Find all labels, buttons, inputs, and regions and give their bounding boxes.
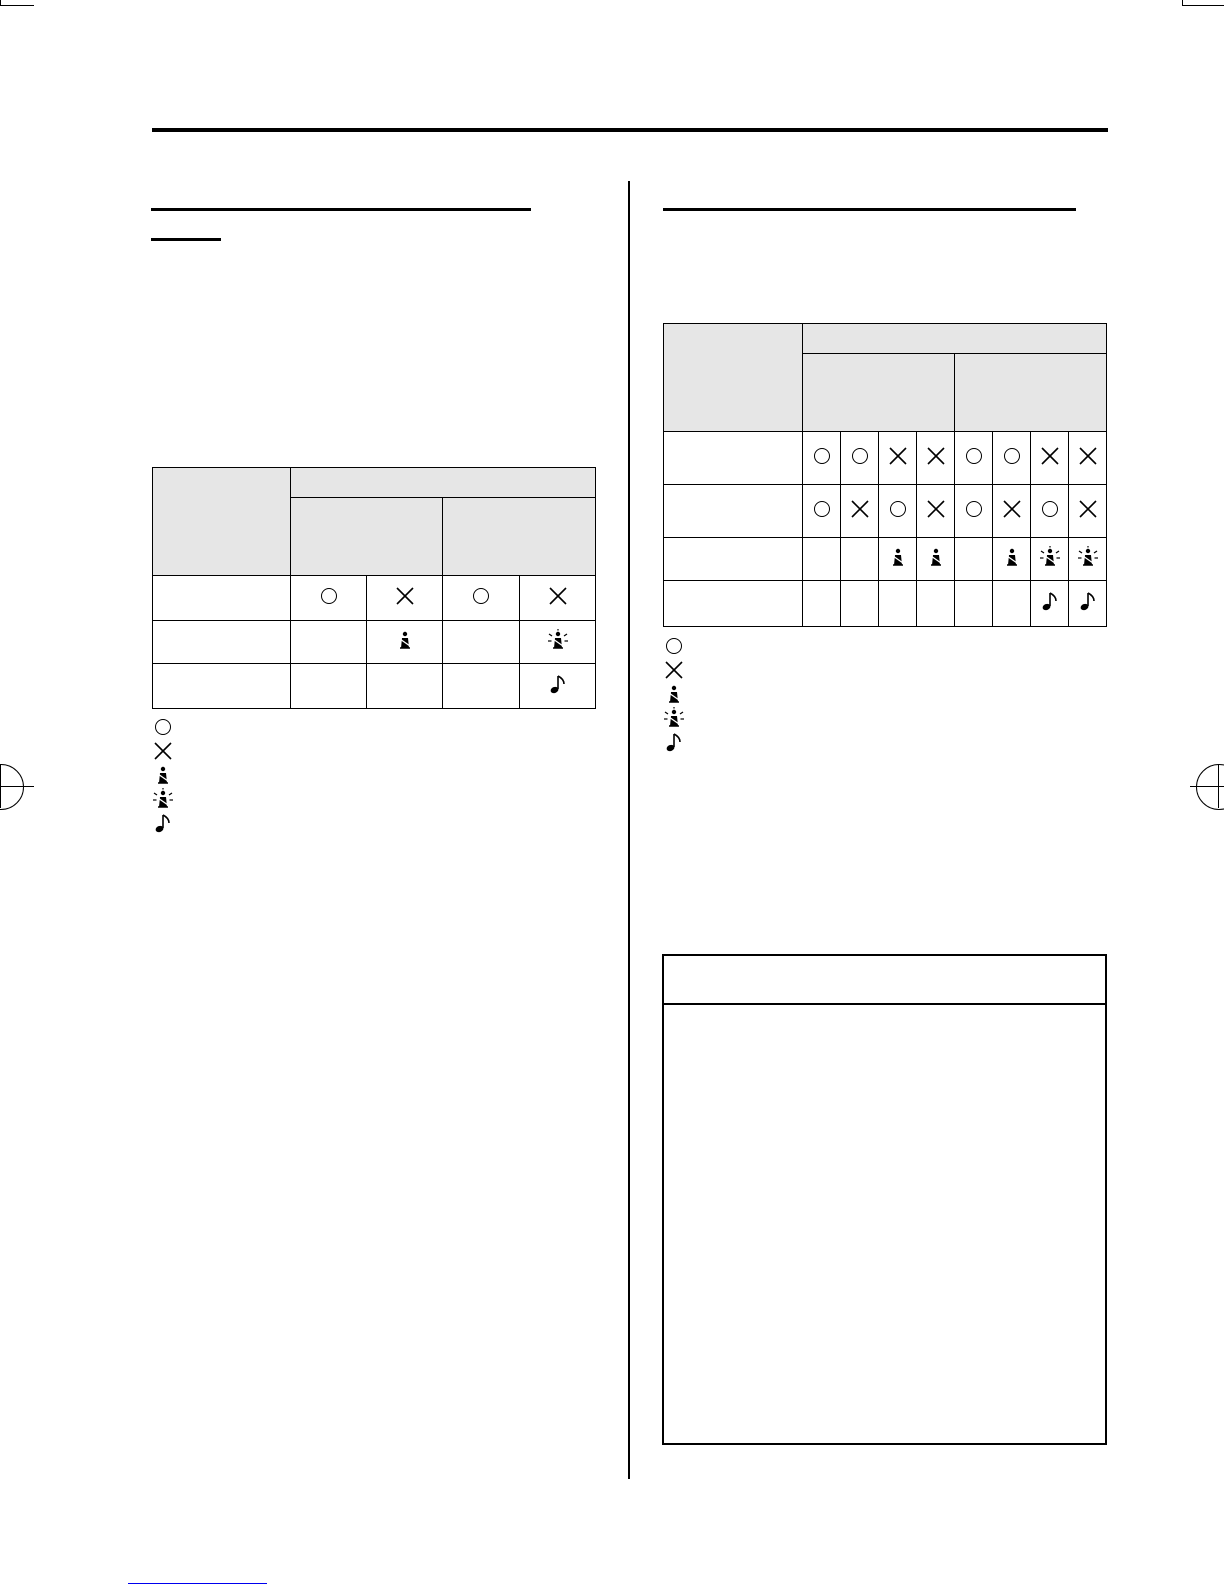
seatbelt-flash-icon: [547, 629, 569, 651]
circle-icon: [814, 501, 830, 517]
table-row: [153, 621, 596, 664]
legend-item: [152, 764, 174, 786]
table-cell: [955, 538, 993, 581]
circle-icon: [1004, 448, 1020, 464]
table-row: [153, 576, 596, 621]
header-rule: [152, 128, 1108, 132]
table-cell: [917, 485, 955, 538]
legend-item: [663, 635, 685, 657]
circle-icon: [966, 448, 982, 464]
seatbelt-flash-icon: [1077, 546, 1099, 568]
row-label-cell: [664, 432, 803, 485]
table-cell: [879, 538, 917, 581]
circle-icon: [852, 448, 868, 464]
circle-icon: [814, 448, 830, 464]
seatbelt-icon: [925, 546, 947, 568]
seatbelt-icon: [152, 764, 174, 786]
table-cell: [841, 485, 879, 538]
table-subgroup-header: [443, 498, 596, 576]
left-heading-underline: [151, 238, 221, 241]
table-cell: [955, 432, 993, 485]
table-cell: [1031, 538, 1069, 581]
crop-mark: [0, 5, 34, 6]
right-heading-rule: [663, 208, 1076, 211]
table-cell: [1069, 538, 1107, 581]
crop-mark: [1218, 764, 1219, 808]
column-divider: [628, 181, 630, 1479]
table-cell: [291, 664, 367, 709]
table-cell: [803, 581, 841, 627]
table-cell: [367, 621, 443, 664]
table-cell: [841, 538, 879, 581]
row-label-cell: [153, 664, 291, 709]
table-subgroup-header: [955, 354, 1107, 432]
table-cell: [1031, 432, 1069, 485]
cross-icon: [1077, 445, 1099, 467]
table-cell: [879, 581, 917, 627]
table-cell: [955, 485, 993, 538]
table-cell: [443, 664, 520, 709]
circle-icon: [321, 588, 337, 604]
table-cell: [291, 621, 367, 664]
legend-item: [663, 659, 685, 681]
table-cell: [520, 576, 596, 621]
table-group-header: [803, 324, 1107, 354]
table-row: [664, 432, 1107, 485]
registration-mark: [0, 764, 24, 810]
row-label-cell: [153, 576, 291, 621]
table-subgroup-header: [803, 354, 955, 432]
table-cell: [1069, 485, 1107, 538]
legend-item: [152, 716, 174, 738]
table-cell: [993, 432, 1031, 485]
table-cell: [291, 576, 367, 621]
legend-item: [152, 812, 174, 834]
seatbelt-icon: [394, 629, 416, 651]
seatbelt-flash-icon: [663, 707, 685, 729]
table-cell: [993, 485, 1031, 538]
left-legend: [152, 716, 182, 836]
table-cell: [367, 664, 443, 709]
right-status-table: [663, 323, 1107, 627]
cross-icon: [849, 498, 871, 520]
table-group-header: [291, 468, 596, 498]
table-cell: [1031, 581, 1069, 627]
row-label-cell: [664, 538, 803, 581]
circle-icon: [155, 719, 171, 735]
table-cell: [917, 538, 955, 581]
table-cell: [993, 538, 1031, 581]
cross-icon: [663, 659, 685, 681]
circle-icon: [890, 501, 906, 517]
table-row: [664, 538, 1107, 581]
cross-icon: [152, 740, 174, 762]
cross-icon: [394, 585, 416, 607]
caution-box-header: [664, 956, 1105, 1005]
cross-icon: [1001, 498, 1023, 520]
table-corner-cell: [153, 468, 291, 576]
row-label-cell: [153, 621, 291, 664]
caution-box: [662, 954, 1107, 1445]
note-icon: [1039, 590, 1061, 612]
note-icon: [1077, 590, 1099, 612]
seatbelt-icon: [663, 683, 685, 705]
legend-item: [663, 707, 685, 729]
table-cell: [841, 581, 879, 627]
registration-mark: [1196, 764, 1224, 810]
table-cell: [803, 432, 841, 485]
cross-icon: [1039, 445, 1061, 467]
seatbelt-icon: [1001, 546, 1023, 568]
legend-item: [152, 740, 174, 762]
legend-item: [663, 731, 685, 753]
table-cell: [443, 621, 520, 664]
table-cell: [803, 538, 841, 581]
table-cell: [443, 576, 520, 621]
table-cell: [1031, 485, 1069, 538]
seatbelt-icon: [887, 546, 909, 568]
table-cell: [917, 581, 955, 627]
table-row: [664, 581, 1107, 627]
circle-icon: [1042, 501, 1058, 517]
table-cell: [993, 581, 1031, 627]
crop-mark: [1182, 0, 1183, 6]
crop-mark: [1183, 5, 1224, 6]
table-corner-cell: [664, 324, 803, 432]
table-cell: [917, 432, 955, 485]
note-icon: [547, 673, 569, 695]
circle-icon: [666, 638, 682, 654]
seatbelt-flash-icon: [1039, 546, 1061, 568]
cross-icon: [887, 445, 909, 467]
circle-icon: [966, 501, 982, 517]
cross-icon: [1077, 498, 1099, 520]
table-cell: [803, 485, 841, 538]
table-cell: [1069, 432, 1107, 485]
table-cell: [520, 621, 596, 664]
legend-item: [663, 683, 685, 705]
table-cell: [955, 581, 993, 627]
legend-item: [152, 788, 174, 810]
cross-icon: [925, 498, 947, 520]
table-cell: [520, 664, 596, 709]
table-row: [153, 664, 596, 709]
row-label-cell: [664, 581, 803, 627]
row-label-cell: [664, 485, 803, 538]
seatbelt-flash-icon: [152, 788, 174, 810]
cross-icon: [925, 445, 947, 467]
table-cell: [841, 432, 879, 485]
table-cell: [879, 485, 917, 538]
table-cell: [879, 432, 917, 485]
note-icon: [663, 731, 685, 753]
table-row: [664, 485, 1107, 538]
note-icon: [152, 812, 174, 834]
table-cell: [367, 576, 443, 621]
table-subgroup-header: [291, 498, 443, 576]
cross-icon: [547, 585, 569, 607]
circle-icon: [473, 588, 489, 604]
crop-mark: [0, 764, 1, 808]
right-legend: [663, 635, 693, 755]
table-cell: [1069, 581, 1107, 627]
left-heading-rule: [151, 208, 531, 211]
left-status-table: [152, 467, 596, 709]
